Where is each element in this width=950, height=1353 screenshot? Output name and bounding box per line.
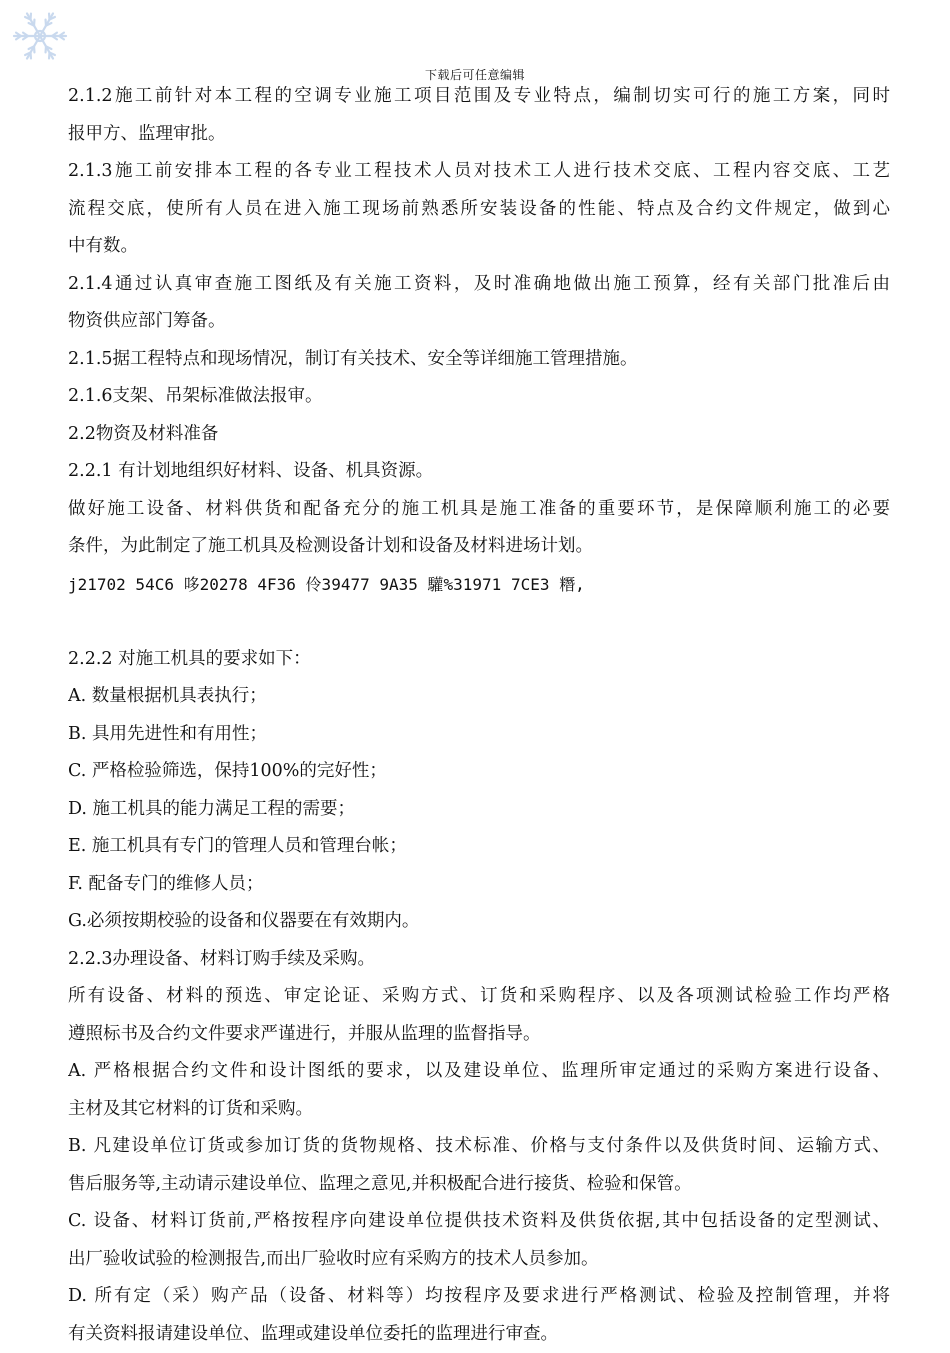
text-line: 有关资料报请建设单位、监理或建设单位委托的监理进行审查。 [68, 1316, 890, 1353]
text-line: 2.2.3办理设备、材料订购手续及采购。 [68, 941, 890, 979]
text-line: 2.1.3施工前安排本工程的各专业工程技术人员对技术工人进行技术交底、工程内容交底、工艺 [68, 153, 890, 191]
text-line: 中有数。 [68, 228, 890, 266]
text-line: j21702 54C6 哆20278 4F36 伶39477 9A35 驩%31971 7CE3 糣, [68, 566, 890, 604]
text-line: 所有设备、材料的预选、审定论证、采购方式、订货和采购程序、以及各项测试检验工作均严格 [68, 978, 890, 1016]
text-line: 2.1.6支架、吊架标准做法报审。 [68, 378, 890, 416]
text-line: 2.2.2 对施工机具的要求如下： [68, 641, 890, 679]
document-body [68, 78, 890, 1353]
text-line: 流程交底，使所有人员在进入施工现场前熟悉所安装设备的性能、特点及合约文件规定，做到心 [68, 191, 890, 229]
text-line: 2.1.4通过认真审查施工图纸及有关施工资料，及时准确地做出施工预算，经有关部门批准后由 [68, 266, 890, 304]
text-line: 2.1.5据工程特点和现场情况，制订有关技术、安全等详细施工管理措施。 [68, 341, 890, 379]
page-header: 下载后可任意编辑 [0, 66, 950, 83]
text-line: C. 设备、材料订货前,严格按程序向建设单位提供技术资料及供货依据,其中包括设备的定型测试、 [68, 1203, 890, 1241]
text-line: D. 所有定（采）购产品（设备、材料等）均按程序及要求进行严格测试、检验及控制管理，并将 [68, 1278, 890, 1316]
text-line: A. 严格根据合约文件和设计图纸的要求，以及建设单位、监理所审定通过的采购方案进行设备、 [68, 1053, 890, 1091]
text-line: 出厂验收试验的检测报告,而出厂验收时应有采购方的技术人员参加。 [68, 1241, 890, 1279]
text-line: 条件，为此制定了施工机具及检测设备计划和设备及材料进场计划。 [68, 528, 890, 566]
blank-line [68, 603, 890, 641]
text-line: B. 凡建设单位订货或参加订货的货物规格、技术标准、价格与支付条件以及供货时间、运输方式、 [68, 1128, 890, 1166]
text-line: 2.2物资及材料准备 [68, 416, 890, 454]
text-line: 售后服务等,主动请示建设单位、监理之意见,并积极配合进行接货、检验和保管。 [68, 1166, 890, 1204]
text-line: 物资供应部门筹备。 [68, 303, 890, 341]
text-line: 遵照标书及合约文件要求严谨进行，并服从监理的监督指导。 [68, 1016, 890, 1054]
text-line: 2.2.1 有计划地组织好材料、设备、机具资源。 [68, 453, 890, 491]
text-line: C. 严格检验筛选，保持100%的完好性； [68, 753, 890, 791]
text-line: G.必须按期校验的设备和仪器要在有效期内。 [68, 903, 890, 941]
text-line: A. 数量根据机具表执行； [68, 678, 890, 716]
text-line: 报甲方、监理审批。 [68, 116, 890, 154]
watermark-snowflake-icon [10, 6, 70, 66]
text-line: D. 施工机具的能力满足工程的需要； [68, 791, 890, 829]
text-line: 做好施工设备、材料供货和配备充分的施工机具是施工准备的重要环节，是保障顺利施工的必要 [68, 491, 890, 529]
text-line: 2.1.2施工前针对本工程的空调专业施工项目范围及专业特点，编制切实可行的施工方案，同时 [68, 78, 890, 116]
text-line: B. 具用先进性和有用性； [68, 716, 890, 754]
text-line: F. 配备专门的维修人员； [68, 866, 890, 904]
text-line: E. 施工机具有专门的管理人员和管理台帐； [68, 828, 890, 866]
text-line: 主材及其它材料的订货和采购。 [68, 1091, 890, 1129]
